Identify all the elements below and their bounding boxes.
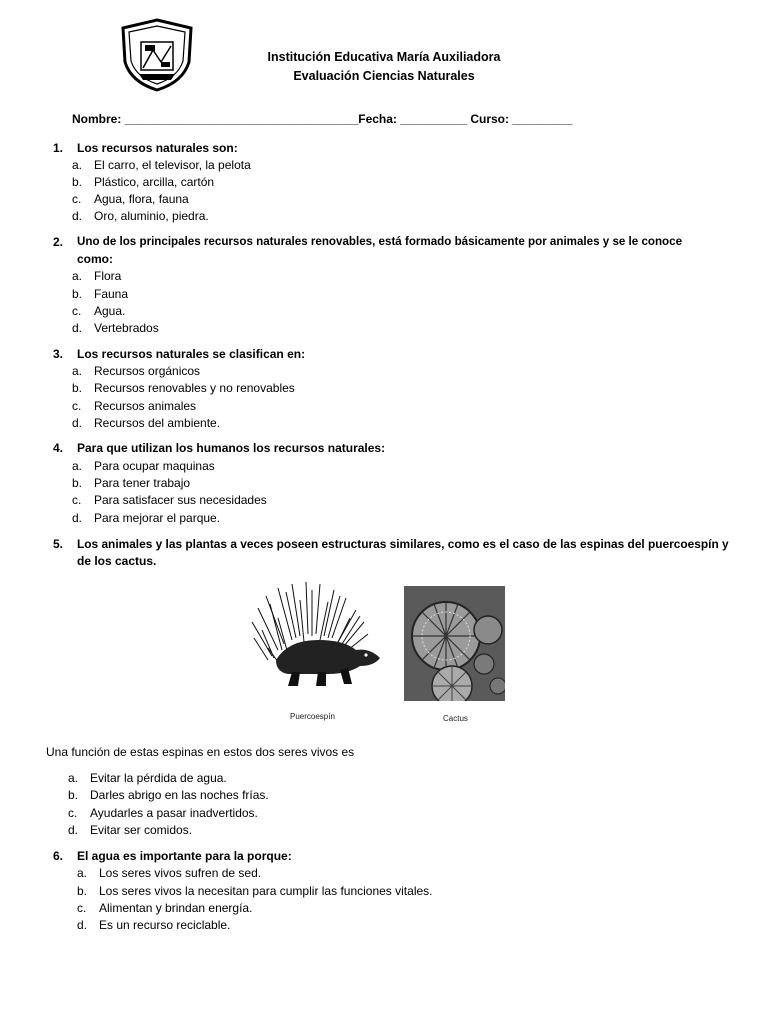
q3-option-d: Recursos del ambiente.: [94, 416, 221, 430]
q2-option-d-letter: d.: [72, 321, 83, 335]
cactus-caption: Cactus: [443, 714, 468, 723]
q3-option-c-letter: c.: [72, 399, 82, 413]
q4-option-a: Para ocupar maquinas: [94, 459, 215, 473]
q4-option-c: Para satisfacer sus necesidades: [94, 493, 267, 507]
q6-option-b: Los seres vivos la necesitan para cumplir las funciones vitales.: [99, 884, 433, 898]
q3-option-b: Recursos renovables y no renovables: [94, 381, 295, 395]
q6-option-d: Es un recurso reciclable.: [99, 918, 231, 932]
q5-option-a-letter: a.: [68, 771, 79, 785]
q1-option-b-letter: b.: [72, 175, 83, 189]
question-4-number: 4.: [53, 441, 64, 455]
question-2-text-line-2: como:: [77, 252, 113, 266]
q6-option-c: Alimentan y brindan energía.: [99, 901, 253, 915]
question-3-number: 3.: [53, 347, 64, 361]
q3-option-b-letter: b.: [72, 381, 83, 395]
student-info-line: Nombre: ___________________________________Fecha: __________ Curso: _________: [72, 112, 573, 126]
cactus-image: [404, 586, 505, 701]
q2-option-c-letter: c.: [72, 304, 82, 318]
q5-option-b: Darles abrigo en las noches frías.: [90, 788, 269, 802]
q6-option-d-letter: d.: [77, 918, 88, 932]
question-2-number: 2.: [53, 235, 64, 249]
q4-option-b-letter: b.: [72, 476, 83, 490]
question-5-number: 5.: [53, 537, 64, 551]
q2-option-b: Fauna: [94, 287, 129, 301]
q4-option-b: Para tener trabajo: [94, 476, 191, 490]
q6-option-b-letter: b.: [77, 884, 88, 898]
exam-subtitle: Evaluación Ciencias Naturales: [293, 69, 475, 83]
q4-option-d: Para mejorar el parque.: [94, 511, 221, 525]
q5-option-d-letter: d.: [68, 823, 79, 837]
q6-option-a-letter: a.: [77, 866, 88, 880]
question-2-text-line-1: Uno de los principales recursos naturales renovables, está formado básicamente por animales y se le conoce: [77, 235, 683, 248]
q1-option-a: El carro, el televisor, la pelota: [94, 158, 251, 172]
question-6-number: 6.: [53, 849, 64, 863]
q5-option-d: Evitar ser comidos.: [90, 823, 193, 837]
q5-option-b-letter: b.: [68, 788, 79, 802]
q1-option-c: Agua, flora, fauna: [94, 192, 189, 206]
q2-option-a-letter: a.: [72, 269, 83, 283]
q3-option-a-letter: a.: [72, 364, 83, 378]
q5-followup-prompt: Una función de estas espinas en estos dos seres vivos es: [46, 745, 355, 759]
question-1-text: Los recursos naturales son:: [77, 141, 238, 155]
q2-option-c: Agua.: [94, 304, 126, 318]
q1-option-c-letter: c.: [72, 192, 82, 206]
question-3-text: Los recursos naturales se clasifican en:: [77, 347, 306, 361]
q2-option-b-letter: b.: [72, 287, 83, 301]
institution-title: Institución Educativa María Auxiliadora: [267, 50, 501, 64]
question-6-text: El agua es importante para la porque:: [77, 849, 292, 863]
q4-option-c-letter: c.: [72, 493, 82, 507]
q2-option-d: Vertebrados: [94, 321, 159, 335]
q2-option-a: Flora: [94, 269, 122, 283]
porcupine-image: [248, 578, 384, 690]
question-5-text-line-1: Los animales y las plantas a veces poseen estructuras similares, como es el caso de las espinas del puercoespín y: [77, 537, 729, 551]
q4-option-d-letter: d.: [72, 511, 83, 525]
q5-option-a: Evitar la pérdida de agua.: [90, 771, 227, 785]
q3-option-a: Recursos orgánicos: [94, 364, 201, 378]
q1-option-d: Oro, aluminio, piedra.: [94, 209, 209, 223]
q6-option-a: Los seres vivos sufren de sed.: [99, 866, 262, 880]
porcupine-caption: Puercoespín: [290, 712, 335, 721]
q1-option-a-letter: a.: [72, 158, 83, 172]
question-5-text-line-2: de los cactus.: [77, 554, 157, 568]
q5-option-c: Ayudarles a pasar inadvertidos.: [90, 806, 258, 820]
q1-option-d-letter: d.: [72, 209, 83, 223]
question-1-number: 1.: [53, 141, 64, 155]
q3-option-d-letter: d.: [72, 416, 83, 430]
q5-option-c-letter: c.: [68, 806, 78, 820]
q1-option-b: Plástico, arcilla, cartón: [94, 175, 215, 189]
q4-option-a-letter: a.: [72, 459, 83, 473]
q6-option-c-letter: c.: [77, 901, 87, 915]
question-4-text: Para que utilizan los humanos los recursos naturales:: [77, 441, 386, 455]
q3-option-c: Recursos animales: [94, 399, 197, 413]
